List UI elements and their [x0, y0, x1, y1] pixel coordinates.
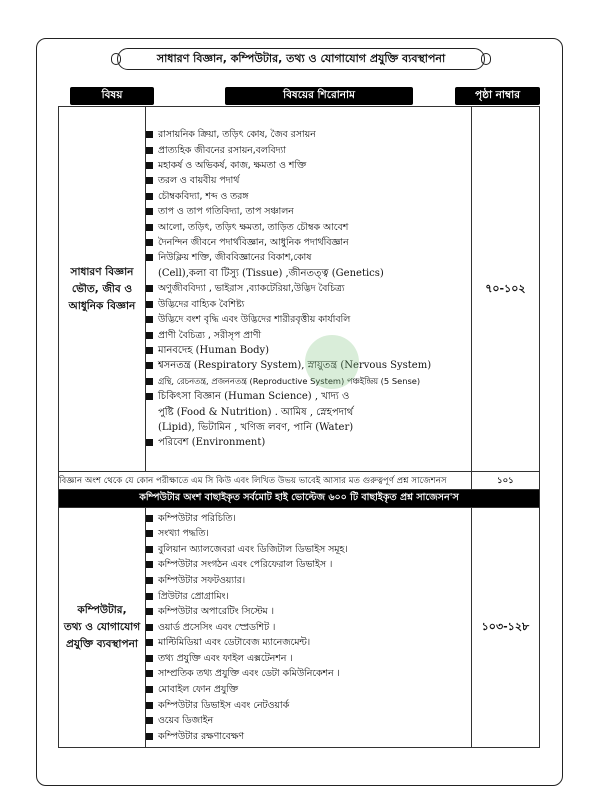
list-item: মোবাইল ফোন প্রযুক্তি: [146, 682, 471, 698]
bullet-icon: [146, 577, 153, 584]
list-item: মানবদেহ (Human Body): [146, 343, 471, 358]
list-item: প্রাত্যহিক জীবনের রসায়ন,বলবিদ্যা: [146, 143, 471, 158]
bullet-icon: [146, 439, 153, 446]
science-suggestion-note: বিজ্ঞান অংশ থেকে যে কোন পরীক্ষাতে এম সি কিউ এবং লিখিত উভয় ভাবেই আসার মত গুরুত্বপূর্ণ প্রশ্ন সাজেশনস: [59, 472, 472, 490]
bullet-icon: [146, 332, 153, 339]
bullet-icon: [146, 608, 153, 615]
bullet-icon: [146, 686, 153, 693]
computer-topics: [145, 508, 471, 748]
list-item: প্রিউটার প্রোগ্রামিং।: [146, 589, 471, 605]
bullet-icon: [146, 224, 153, 231]
list-item: কম্পিউটার ডিভাইস এবং নেটওয়ার্ক: [146, 698, 471, 714]
list-item: ওয়ার্ড প্রসেসিং এবং স্প্রেডশিট ।: [146, 620, 471, 636]
list-item: তরল ও বায়বীয় পদার্থ: [146, 173, 471, 188]
list-item-continued: (Cell),কলা বা টিস্যু (Tissue) ,জীনতত্ত্ব (Genetics): [157, 267, 384, 279]
bullet-icon: [146, 285, 153, 292]
list-item: চিকিৎসা বিজ্ঞান (Human Science) , খাদ্য ও: [146, 389, 471, 404]
list-item: অণুজীববিদ্যা , ভাইরাস ,ব্যাকটেরিয়া,উদ্ভিদ বৈচিত্র্য: [146, 281, 471, 296]
note-row: [59, 472, 540, 490]
science-row: [59, 107, 540, 472]
list-item: উদ্ভিদে বংশ বৃদ্ধি এবং উদ্ভিদের শারীরবৃত্তীয় কার্যাবলি: [146, 312, 471, 327]
bullet-icon: [146, 301, 153, 308]
subject-line: প্রযুক্তি ব্যবস্থাপনা: [66, 638, 138, 650]
bullet-icon: [146, 177, 153, 184]
bullet-icon: [146, 147, 153, 154]
bullet-icon: [146, 546, 153, 553]
list-item-continued: পুষ্টি (Food & Nutrition) . আমিষ , স্নেহপদার্থ: [157, 406, 354, 418]
bullet-icon: [146, 733, 153, 740]
list-item: ওয়েব ডিজাইন: [146, 713, 471, 729]
science-page-number: ৭০-১০২: [471, 107, 539, 472]
subject-line: সাধারণ বিজ্ঞান: [70, 265, 134, 278]
list-item: আলো, তড়িৎ, তড়িৎ ক্ষমতা, তাড়িত চৌম্বক আবেশ: [146, 220, 471, 235]
list-item: বুলিয়ান অ্যালজেবরা এবং ডিজিটাল ডিভাইস সমূহ।: [146, 542, 471, 558]
list-item: দৈনন্দিন জীবনে পদার্থবিজ্ঞান, আধুনিক পদার্থবিজ্ঞান: [146, 235, 471, 250]
bullet-icon: [146, 254, 153, 261]
list-item: নিউক্লিয় শক্তি, জীববিজ্ঞানের বিকাশ,কোষ: [146, 250, 471, 265]
list-item: সংখ্যা পদ্ধতি।: [146, 526, 471, 542]
list-item: শ্বসনতন্ত্র (Respiratory System), স্নায়ুতন্ত্র (Nervous System): [146, 358, 471, 373]
bullet-icon: [146, 162, 153, 169]
bullet-icon: [146, 193, 153, 200]
header-subject: বিষয়: [70, 87, 154, 105]
note-page-number: ১০১: [471, 472, 539, 490]
computer-page-number: ১০৩-১২৮: [471, 508, 539, 748]
list-item: কম্পিউটার সফটওয়্যার।: [146, 573, 471, 589]
header-topic: বিষয়ের শিরোনাম: [225, 87, 413, 105]
bullet-icon: [146, 347, 153, 354]
bullet-icon: [146, 624, 153, 631]
list-item: পরিবেশ (Environment): [146, 435, 471, 450]
header-page: পৃষ্ঠা নাম্বার: [455, 87, 540, 105]
bullet-icon: [146, 593, 153, 600]
list-item: প্রাণী বৈচিত্র্য , সরীসৃপ প্রাণী: [146, 328, 471, 343]
list-item-continued: (Lipid), ভিটামিন , খণিজ লবণ, পানি (Water): [157, 421, 354, 433]
list-item: তাপ ও তাপ গতিবিদ্যা, তাপ সঞ্চালন: [146, 204, 471, 219]
list-item: কম্পিউটার অপারেটিং সিস্টেম ।: [146, 604, 471, 620]
bullet-icon: [146, 530, 153, 537]
list-item: রাসায়নিক ক্রিয়া, তড়িৎ কোষ, জৈব রসায়ন: [146, 127, 471, 142]
list-item: উদ্ভিদের বাহ্যিক বৈশিষ্ট্য: [146, 297, 471, 312]
computer-banner: কম্পিউটার অংশ বাছাইকৃত সর্বমোট হাই ভোল্টেজ ৬০০ টি বাছাইকৃত প্রশ্ন সাজেসন'স: [59, 490, 540, 508]
bullet-icon: [146, 239, 153, 246]
list-item: মহাকর্ষ ও অভিকর্ষ, কাজ, ক্ষমতা ও শক্তি: [146, 158, 471, 173]
bullet-icon: [146, 639, 153, 646]
science-topics: [145, 107, 471, 472]
contents-table: [58, 106, 540, 748]
subject-line: ভৌত, জীব ও: [71, 282, 133, 295]
bullet-icon: [146, 515, 153, 522]
subject-line: কম্পিউটার,: [77, 604, 127, 616]
bullet-icon: [146, 362, 153, 369]
list-item: কম্পিউটার সংগঠন এবং পেরিফেরাল ডিভাইস ।: [146, 557, 471, 573]
subject-line: তথ্য ও যোগাযোগ: [63, 621, 141, 633]
page-title: সাধারণ বিজ্ঞান, কম্পিউটার, তথ্য ও যোগাযোগ প্রযুক্তি ব্যবস্থাপনা: [117, 48, 485, 70]
bullet-icon: [146, 316, 153, 323]
bullet-icon: [146, 131, 153, 138]
list-item: মাল্টিমিডিয়া এবং ডেটাবেজ ম্যানেজমেন্ট।: [146, 635, 471, 651]
bullet-icon: [146, 717, 153, 724]
watermark-logo: [305, 335, 359, 389]
bullet-icon: [146, 561, 153, 568]
computer-row: [59, 508, 540, 748]
science-subject: [59, 107, 146, 472]
computer-subject: [59, 508, 146, 748]
bullet-icon: [146, 393, 153, 400]
bullet-icon: [146, 208, 153, 215]
list-item: কম্পিউটার পরিচিতি।: [146, 511, 471, 527]
bullet-icon: [146, 655, 153, 662]
list-item: তথ্য প্রযুক্তি এবং ফাইল এক্সটেনশন ।: [146, 651, 471, 667]
list-item: চৌম্বকবিদ্যা, শব্দ ও তরঙ্গ: [146, 189, 471, 204]
list-item: সাম্প্রতিক তথ্য প্রযুক্তি এবং ডেটা কমিউনিকেশন ।: [146, 666, 471, 682]
bullet-icon: [146, 702, 153, 709]
list-item: গ্রন্থি, রেচনতন্ত্র, প্রজননতন্ত্র (Reproductive System) পঞ্চইন্দ্রিয় (5 Sense): [146, 374, 471, 389]
bullet-icon: [146, 378, 153, 385]
list-item: কম্পিউটার রক্ষণাবেক্ষণ: [146, 729, 471, 745]
subject-line: আধুনিক বিজ্ঞান: [68, 299, 136, 312]
computer-banner-row: [59, 490, 540, 508]
bullet-icon: [146, 670, 153, 677]
